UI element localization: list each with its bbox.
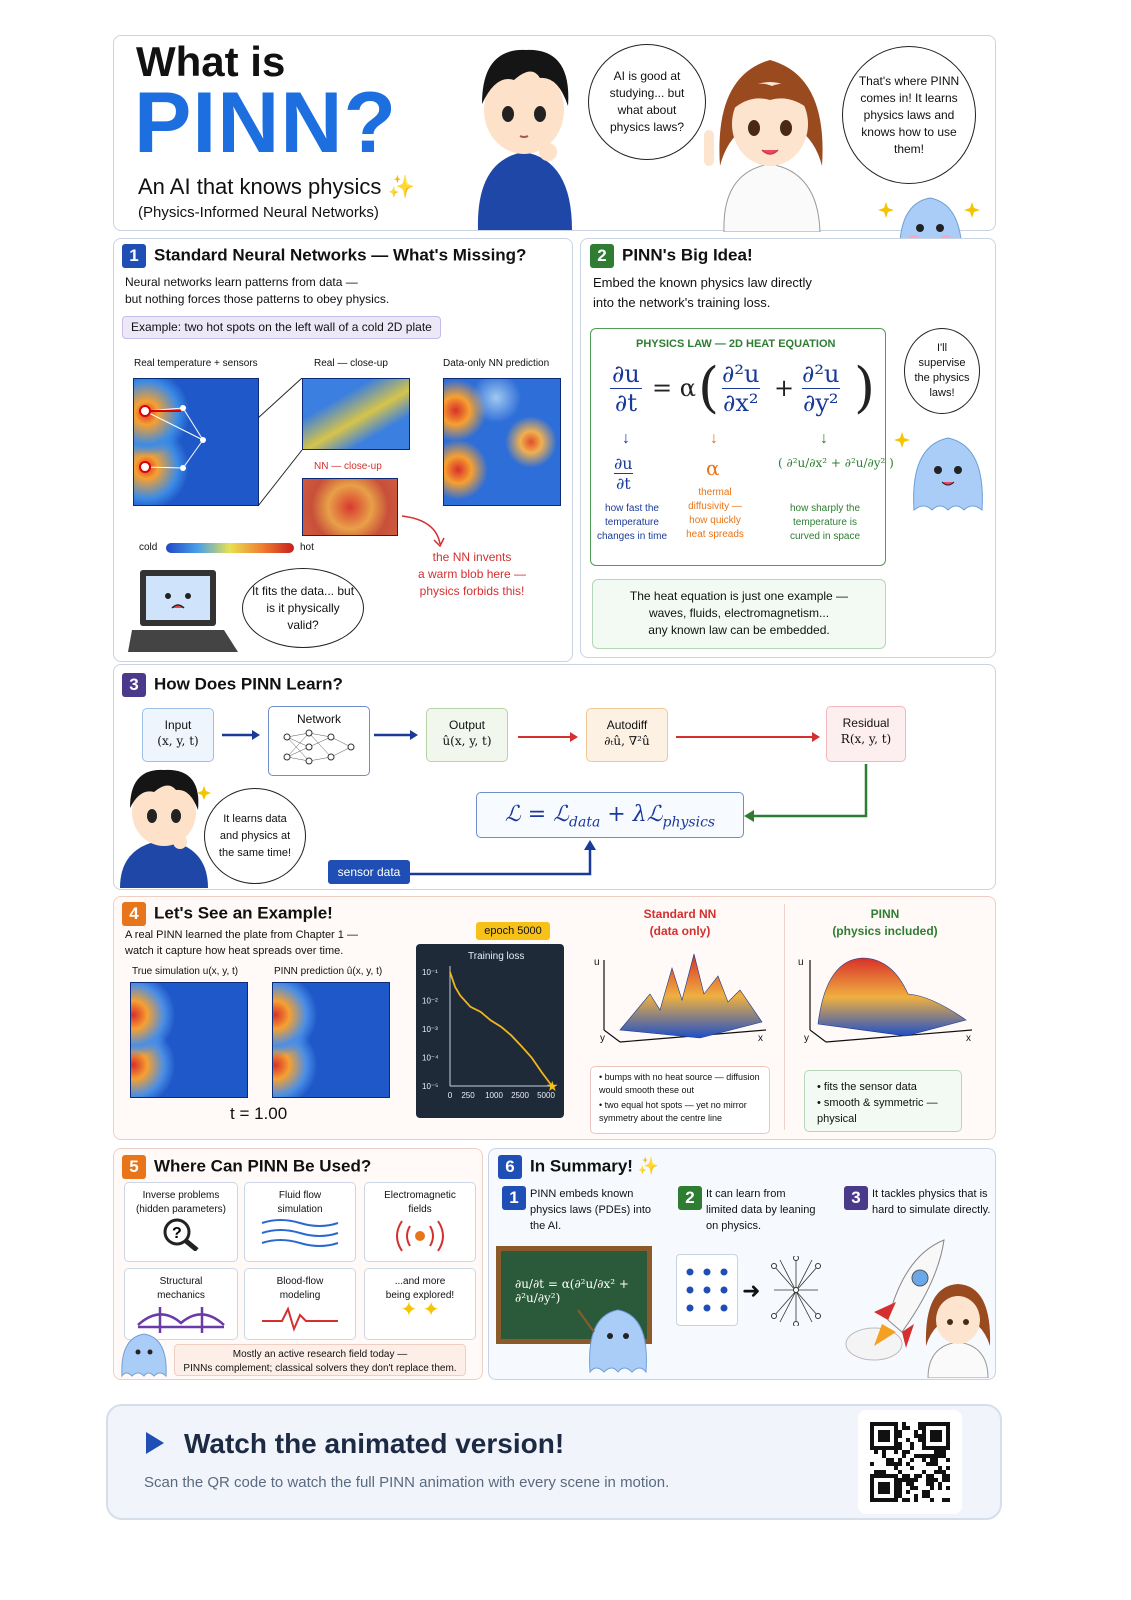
use-case-more-label: ...and more being explored! [385, 1276, 455, 1301]
x-tick-label: 250 [461, 1091, 475, 1100]
section-2-title-text: PINN's Big Idea! [622, 245, 753, 265]
flow-output-label: Output [448, 718, 486, 732]
eq-d2u-x: ∂²u [722, 360, 760, 388]
subtitle-2: (Physics-Informed Neural Networks) [138, 204, 379, 221]
y-tick-label: 10⁻² [422, 996, 438, 1006]
use-case-fluid-label: Fluid flow simulation [277, 1190, 323, 1215]
summary-number-3: 3 [844, 1186, 868, 1210]
svg-text:?: ? [172, 1225, 182, 1242]
arrow-residual-loss [742, 764, 872, 824]
section-3-title [122, 673, 343, 697]
eq-du: ∂u [612, 360, 640, 388]
use-case-structural-label: Structural mechanics [157, 1276, 205, 1301]
std-note-2-text: two equal hot spots — yet no mirror symmetry about the centre line [599, 1100, 747, 1123]
loss-line [450, 972, 552, 1086]
flow-autodiff-label: Autodiff [606, 718, 648, 732]
section-1-intro: Neural networks learn patterns from data — but nothing forces those patterns to obey physics. [125, 275, 390, 306]
pinn-surface [796, 950, 982, 1046]
eq-plus: + [774, 374, 795, 402]
sparse-data-dots [676, 1254, 738, 1326]
eq-paren-right: ) [854, 356, 876, 419]
network-graph-icon [279, 727, 359, 769]
summary-text-1: PINN embeds known physics laws (PDEs) into the AI. [530, 1188, 652, 1232]
arrow-output-autodiff [518, 730, 580, 744]
use-case-electromagnetic [364, 1182, 476, 1262]
pinn-axis-u: u [798, 957, 804, 968]
eq-dudt [610, 360, 642, 417]
summary-number-1: 1 [502, 1186, 526, 1210]
flow-input-box [142, 708, 214, 762]
boy-speech-bubble: AI is good at studying... but what about physics laws? [588, 44, 706, 160]
term-du: ∂u [614, 454, 633, 473]
girl-character-2 [920, 1280, 994, 1378]
desc-curvature: how sharply the temperature is curved in space [789, 503, 861, 542]
boy-learning-bubble: It learns data and physics at the same time! [204, 788, 306, 884]
std-axis-x: x [758, 1033, 763, 1044]
heat-equation [606, 356, 876, 428]
use-case-more [364, 1268, 476, 1340]
arrow-sensor-loss [408, 840, 598, 880]
y-tick-label: 10⁻¹ [422, 968, 438, 977]
epoch-badge: epoch 5000 [476, 922, 550, 940]
arrow-autodiff-residual [676, 730, 822, 744]
girl-speech-bubble: That's where PINN comes in! It learns physics laws and knows how to use them! [842, 46, 976, 184]
flow-output-math: û(x, y, t) [442, 734, 492, 748]
nn-closeup-map [302, 478, 398, 536]
term-dt: ∂t [615, 474, 631, 493]
footer-title[interactable]: Watch the animated version! [184, 1428, 565, 1459]
pinn-prediction-map [272, 982, 390, 1098]
qr-code-icon[interactable] [870, 1422, 950, 1502]
pinn-note-1: • fits the sensor data [817, 1081, 917, 1093]
pinn-axis-y: y [804, 1033, 809, 1044]
colorbar-hot-label: hot [300, 542, 314, 553]
section-2-title [590, 244, 753, 268]
section-4-divider [784, 904, 785, 1130]
x-tick-label: 5000 [537, 1091, 555, 1100]
x-tick-label: 2500 [511, 1091, 529, 1100]
flow-lines-icon [260, 1217, 340, 1253]
section-2-number: 2 [590, 244, 614, 268]
ghost-speech-bubble: I'll supervise the physics laws! [904, 328, 980, 414]
sensor-data-badge: sensor data [328, 860, 410, 884]
section-1-title [122, 244, 526, 268]
section-5-number: 5 [122, 1155, 146, 1179]
summary-point-1 [502, 1186, 652, 1234]
section-1-title-text: Standard Neural Networks — What's Missing? [154, 245, 527, 265]
physics-law-title: PHYSICS LAW — 2D HEAT EQUATION [636, 338, 836, 350]
arrow-down-blue: ↓ [622, 430, 630, 447]
arrow-right-icon: ➜ [742, 1278, 761, 1303]
sparkle-icon-3: ✨ [637, 1156, 659, 1176]
pinn-title: PINN (physics included) [832, 907, 938, 938]
caption-nn-closeup: NN — close-up [314, 461, 382, 472]
pinn-note-2: • smooth & symmetric — physical [817, 1097, 938, 1125]
x-tick-label: 1000 [485, 1091, 503, 1100]
summary-point-2 [678, 1186, 818, 1234]
subtitle-text: An AI that knows physics [138, 174, 382, 199]
section-4-title [122, 902, 333, 926]
desc-diffusivity: thermal diffusivity — how quickly heat spreads [686, 487, 744, 540]
time-label: t = 1.00 [230, 1104, 288, 1123]
caption-real-closeup: Real — close-up [314, 358, 388, 369]
arrow-down-orange: ↓ [710, 430, 718, 447]
play-icon[interactable] [146, 1432, 164, 1454]
ghost-mascot-icon-3 [114, 1330, 176, 1378]
girl-character [700, 46, 840, 232]
chalkboard: ∂u/∂t = α(∂²u/∂x² + ∂²u/∂y²) [496, 1246, 652, 1344]
section-1-number: 1 [122, 244, 146, 268]
sparkle-icon: ✨ [387, 174, 415, 199]
section-6-number: 6 [498, 1155, 522, 1179]
y-tick-label: 10⁻⁴ [422, 1053, 439, 1063]
section-3-number: 3 [122, 673, 146, 697]
eq-d2x [722, 360, 760, 417]
flow-residual-math: R(x, y, t) [840, 732, 892, 746]
pinn-note-1-text: fits the sensor data [823, 1081, 917, 1093]
use-case-em-label: Electromagnetic fields [384, 1190, 456, 1215]
zoom-lines [258, 378, 304, 508]
ghost-teacher-icon [576, 1302, 660, 1374]
ghost-mascot-icon-2 [892, 426, 996, 516]
sensor-network-icon [133, 378, 259, 506]
caption-nn-prediction: Data-only NN prediction [443, 358, 550, 369]
y-tick-label: 10⁻³ [422, 1025, 438, 1034]
eq-d2y [802, 360, 840, 417]
section-5-title [122, 1155, 371, 1179]
loss-chart [416, 944, 564, 1118]
magnifier-question-icon [159, 1217, 203, 1251]
boy-character [462, 40, 588, 230]
desc-time-change: how fast the temperature changes in time [596, 503, 668, 542]
y-tick-label: 10⁻⁵ [422, 1082, 439, 1091]
section-2-intro: Embed the known physics law directly into the network's training loss. [593, 275, 812, 310]
loss-equation: ℒ = ℒ$_{data}$ + λℒ$_{physics}$ [476, 792, 744, 838]
std-axis-y: y [600, 1033, 605, 1044]
eq-dx2: ∂x² [722, 389, 759, 417]
caption-pinn-prediction: PINN prediction û(x, y, t) [274, 966, 383, 977]
laptop-icon [128, 568, 240, 654]
footer-subtitle: Scan the QR code to watch the full PINN animation with every scene in motion. [144, 1474, 670, 1491]
warning-arrow [400, 510, 450, 550]
use-case-blood-label: Blood-flow modeling [276, 1276, 324, 1301]
eq-dt: ∂t [614, 389, 637, 417]
boy-thinking-character [114, 766, 214, 888]
flow-network-box [268, 706, 370, 776]
summary-text-2: It can learn from limited data by leaning on physics. [706, 1188, 816, 1232]
arrow-down-green: ↓ [820, 430, 828, 447]
title-what-is: What is [136, 38, 286, 85]
use-case-fluid-flow [244, 1182, 356, 1262]
section-5-footer: Mostly an active research field today — PINNs complement; classical solvers they don't replace them. [174, 1344, 466, 1376]
arrow-input-network [222, 728, 262, 742]
term-laplacian: ( ∂²u/∂x² + ∂²u/∂y² ) [778, 456, 894, 470]
term-dudt [614, 454, 633, 493]
section-4-number: 4 [122, 902, 146, 926]
std-nn-title: Standard NN (data only) [643, 907, 717, 938]
flow-output-box [426, 708, 508, 762]
network-mesh-icon [770, 1256, 822, 1326]
flow-autodiff-box [586, 708, 668, 762]
flow-autodiff-math: ∂ₜû, ∇²û [604, 734, 650, 748]
section-1-example: Example: two hot spots on the left wall of a cold 2D plate [122, 316, 441, 339]
nn-prediction-map [443, 378, 561, 506]
em-field-icon [380, 1217, 460, 1255]
caption-real: Real temperature + sensors [134, 358, 258, 369]
summary-text-3: It tackles physics that is hard to simulate directly. [872, 1188, 991, 1216]
std-notes-box [590, 1066, 770, 1134]
nn-warning-text: the NN invents a warm blob here — physics forbids this! [418, 550, 527, 598]
std-note-2: • two equal hot spots — yet no mirror symmetry about the centre line [599, 1100, 747, 1123]
std-nn-surface [590, 950, 776, 1046]
physics-note: The heat equation is just one example — waves, fluids, electromagnetism... any known law can be embedded. [592, 579, 886, 649]
real-closeup-map [302, 378, 410, 450]
heartbeat-icon [260, 1303, 340, 1333]
section-3-title-text: How Does PINN Learn? [154, 674, 343, 694]
pinn-axis-x: x [966, 1033, 971, 1044]
flow-network-label: Network [296, 712, 341, 726]
arrow-network-output [374, 728, 420, 742]
flow-input-math: (x, y, t) [157, 734, 199, 748]
summary-number-2: 2 [678, 1186, 702, 1210]
pinn-notes-box [804, 1070, 962, 1132]
std-note-1: • bumps with no heat source — diffusion would smooth these out [599, 1072, 760, 1095]
section-6-title-text: In Summary! [530, 1156, 633, 1176]
colorbar [166, 543, 294, 553]
flow-input-label: Input [164, 718, 192, 732]
use-case-blood-flow [244, 1268, 356, 1340]
use-case-inverse-problems [124, 1182, 238, 1262]
summary-point-3 [844, 1186, 992, 1218]
loss-plot [416, 944, 564, 1118]
subtitle [138, 174, 415, 200]
loss-chart-title: Training loss [468, 951, 525, 962]
flow-residual-label: Residual [842, 716, 890, 730]
use-case-inverse-label: Inverse problems (hidden parameters) [135, 1190, 227, 1215]
std-axis-u: u [594, 957, 600, 968]
section-6-title [498, 1155, 659, 1179]
eq-dy2: ∂y² [802, 389, 839, 417]
term-alpha: α [706, 456, 720, 480]
section-4-intro: A real PINN learned the plate from Chapter 1 — watch it capture how heat spreads over time. [125, 929, 358, 957]
sparkle-icon-2: ✦ ✦ [400, 1299, 440, 1321]
true-simulation-map [130, 982, 248, 1098]
pinn-note-2-text: smooth & symmetric — physical [817, 1097, 938, 1125]
eq-equals: = α [652, 374, 696, 402]
colorbar-cold-label: cold [139, 542, 158, 553]
section-5-title-text: Where Can PINN Be Used? [154, 1156, 372, 1176]
laptop-speech-bubble: It fits the data... but is it physically valid? [242, 568, 364, 648]
eq-d2u-y: ∂²u [802, 360, 840, 388]
title-pinn: PINN? [134, 75, 397, 171]
section-4-title-text: Let's See an Example! [154, 903, 333, 923]
x-tick-label: 0 [447, 1091, 453, 1100]
eq-paren-left: ( [698, 356, 720, 419]
std-note-1-text: bumps with no heat source — diffusion would smooth these out [599, 1072, 760, 1095]
final-epoch-star-icon: ★ [546, 1078, 559, 1094]
flow-residual-box [826, 706, 906, 762]
caption-true-simulation: True simulation u(x, y, t) [132, 966, 239, 977]
